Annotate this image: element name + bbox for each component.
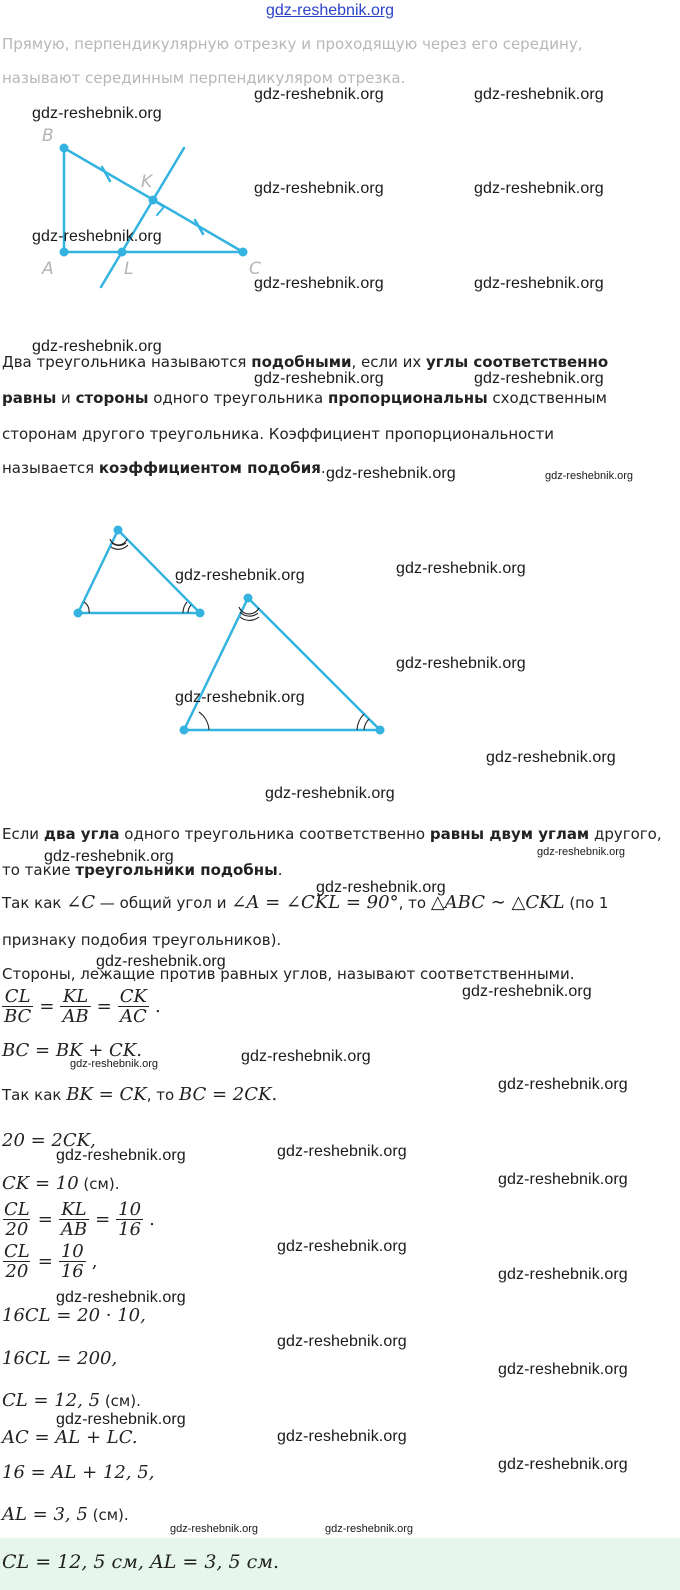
solution-sides-text: Стороны, лежащие против равных углов, называют соответственными. xyxy=(2,965,575,983)
label-a: A xyxy=(42,259,54,279)
eq-16cl-200: 16CL = 200, xyxy=(2,1348,118,1369)
watermark: gdz-reshebnik.org xyxy=(44,848,174,865)
arc-small-left xyxy=(84,602,89,613)
watermark: gdz-reshebnik.org xyxy=(498,1171,628,1188)
watermark: gdz-reshebnik.org xyxy=(56,1147,186,1164)
eq-al-value: AL = 3, 5 (см). xyxy=(2,1504,129,1525)
eq-16-al: 16 = AL + 12, 5, xyxy=(2,1462,155,1483)
watermark: gdz-reshebnik.org xyxy=(170,1523,259,1535)
definition-perpendicular-line1: Прямую, перпендикулярную отрезку и проходящую через его середину, xyxy=(2,35,583,53)
watermark: gdz-reshebnik.org xyxy=(56,1411,186,1428)
watermark: gdz-reshebnik.org xyxy=(326,465,456,482)
watermark: gdz-reshebnik.org xyxy=(241,1048,371,1065)
watermark: gdz-reshebnik.org xyxy=(32,338,162,355)
watermark: gdz-reshebnik.org xyxy=(498,1266,628,1283)
definition-similar-line4: называется коэффициентом подобия. xyxy=(2,459,326,477)
watermark: gdz-reshebnik.org xyxy=(277,1428,407,1445)
watermark: gdz-reshebnik.org xyxy=(265,785,395,802)
definition-perpendicular-line2: называют серединным перпендикуляром отрезка. xyxy=(2,69,406,87)
watermark: gdz-reshebnik.org xyxy=(254,180,384,197)
arc-small-right-1 xyxy=(183,602,187,613)
watermark: gdz-reshebnik.org xyxy=(96,953,226,970)
answer-line: CL = 12, 5 см, AL = 3, 5 см. xyxy=(2,1551,280,1573)
watermark: gdz-reshebnik.org xyxy=(474,86,604,103)
arc-large-right-2 xyxy=(364,719,369,730)
watermark: gdz-reshebnik.org xyxy=(56,1289,186,1306)
watermark: gdz-reshebnik.org xyxy=(498,1076,628,1093)
right-angle-mark xyxy=(156,202,164,215)
watermark: gdz-reshebnik.org xyxy=(70,1058,159,1070)
eq-cl-value: CL = 12, 5 (см). xyxy=(2,1390,141,1411)
watermark: gdz-reshebnik.org xyxy=(396,655,526,672)
definition-similar-line2: равны и стороны одного треугольника пропорциональны сходственным xyxy=(2,389,607,407)
label-c: C xyxy=(249,259,261,279)
watermark: gdz-reshebnik.org xyxy=(498,1361,628,1378)
watermark: gdz-reshebnik.org xyxy=(474,275,604,292)
watermark: gdz-reshebnik.org xyxy=(254,86,384,103)
watermark: gdz-reshebnik.org xyxy=(32,105,162,122)
watermark: gdz-reshebnik.org xyxy=(175,567,305,584)
watermark: gdz-reshebnik.org xyxy=(396,560,526,577)
eq-ck-value: CK = 10 (см). xyxy=(2,1173,120,1194)
eq-ac-sum: AC = AL + LC. xyxy=(2,1427,138,1448)
eq-20-2ck: 20 = 2CK, xyxy=(2,1130,96,1151)
watermark: gdz-reshebnik.org xyxy=(537,846,626,858)
point-a xyxy=(60,248,69,257)
solution-since-line1: Так как ∠C — общий угол и ∠A = ∠CKL = 90°, то △ABC ∼ △CKL (по 1 xyxy=(2,892,609,913)
watermark: gdz-reshebnik.org xyxy=(277,1238,407,1255)
watermark: gdz-reshebnik.org xyxy=(462,983,592,1000)
watermark: gdz-reshebnik.org xyxy=(254,275,384,292)
watermark: gdz-reshebnik.org xyxy=(474,180,604,197)
watermark: gdz-reshebnik.org xyxy=(474,370,604,387)
eq-16cl-product: 16CL = 20 · 10, xyxy=(2,1305,146,1326)
watermark: gdz-reshebnik.org xyxy=(545,470,634,482)
watermark: gdz-reshebnik.org xyxy=(277,1143,407,1160)
criterion-line2: то такие треугольники подобны. xyxy=(2,861,283,879)
solution-bk-line: Так как BK = CK, то BC = 2CK. xyxy=(2,1084,278,1105)
watermark-top[interactable]: gdz-reshebnik.org xyxy=(266,2,395,19)
label-b: B xyxy=(42,126,54,146)
solution-since-line2: признаку подобия треугольников). xyxy=(2,931,282,949)
figure-similar-triangles xyxy=(0,510,420,750)
criterion-line1: Если два угла одного треугольника соответственно равны двум углам другого, xyxy=(2,825,662,843)
watermark: gdz-reshebnik.org xyxy=(32,228,162,245)
watermark: gdz-reshebnik.org xyxy=(498,1456,628,1473)
arc-large-top-3 xyxy=(240,617,259,620)
label-l: L xyxy=(124,259,134,279)
watermark: gdz-reshebnik.org xyxy=(316,879,446,896)
definition-similar-line3: сторонам другого треугольника. Коэффициент пропорциональности xyxy=(2,425,555,443)
definition-similar-line1: Два треугольника называются подобными, если их углы соответственно xyxy=(2,353,609,371)
point-b xyxy=(60,144,69,153)
watermark: gdz-reshebnik.org xyxy=(175,689,305,706)
label-k: K xyxy=(141,172,153,192)
point-k xyxy=(149,196,158,205)
point-c xyxy=(239,248,248,257)
ratio-equation-3: $\frac{CL}{20}$ = $\frac{10}{16}$ , xyxy=(4,1241,98,1282)
point-l xyxy=(118,248,127,257)
perpendicular-kl xyxy=(101,148,184,287)
ratio-equation-2: $\frac{CL}{20}$ = $\frac{KL}{AB}$ = $\frac{10}{16}$ . xyxy=(4,1199,155,1240)
large-triangle xyxy=(184,598,380,730)
ratio-equation-1: $\frac{CL}{BC}$ = $\frac{KL}{AB}$ = $\frac{CK}{AC}$ . xyxy=(4,986,161,1027)
arc-large-right-1 xyxy=(357,714,364,730)
watermark: gdz-reshebnik.org xyxy=(325,1523,414,1535)
watermark: gdz-reshebnik.org xyxy=(277,1333,407,1350)
watermark: gdz-reshebnik.org xyxy=(254,370,384,387)
arc-large-left xyxy=(199,712,209,730)
eq-bc-sum: BC = BK + CK. xyxy=(2,1040,143,1061)
watermark: gdz-reshebnik.org xyxy=(486,749,616,766)
figure-triangle-bisector xyxy=(0,110,300,300)
